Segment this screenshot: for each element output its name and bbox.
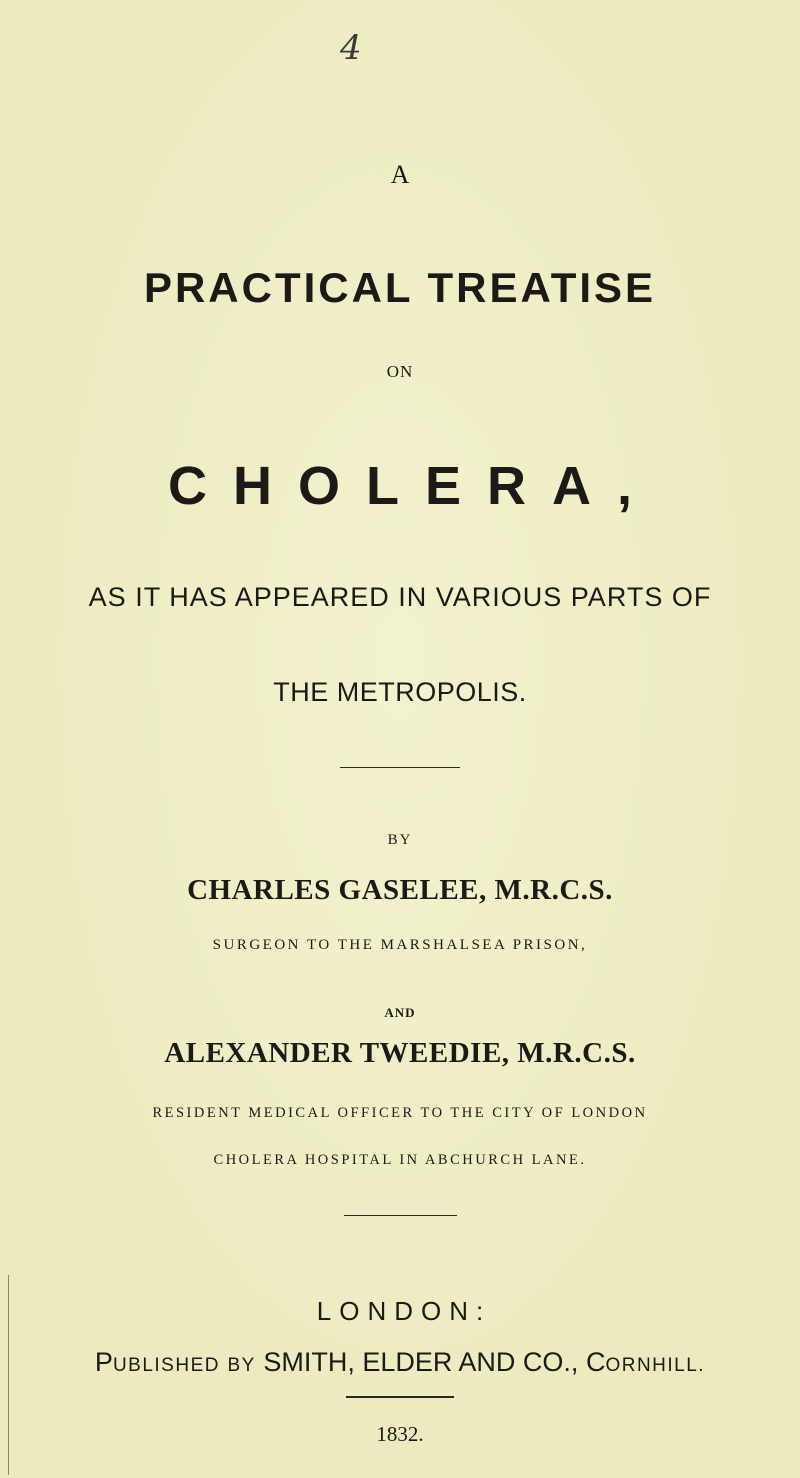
author-2-title-line-1: RESIDENT MEDICAL OFFICER TO THE CITY OF LONDON: [152, 1105, 648, 1121]
publisher-c-cap: C: [585, 1347, 606, 1377]
page-edge-shadow: [8, 1275, 9, 1475]
byline-and: AND: [384, 1005, 416, 1020]
imprint-publisher: [0, 1347, 800, 1378]
title-line-practical-treatise: PRACTICAL TREATISE: [143, 264, 657, 311]
handwritten-shelf-mark: 4: [340, 28, 362, 68]
author-2-name: ALEXANDER TWEEDIE, M.R.C.S.: [164, 1037, 636, 1069]
divider-rule-2: [344, 1215, 457, 1216]
publisher-p-rest: UBLISHED: [112, 1355, 220, 1376]
title-on: ON: [386, 362, 414, 381]
imprint-year: 1832.: [376, 1422, 424, 1446]
publisher-p-cap: P: [94, 1347, 113, 1377]
subtitle-line-2: THE METROPOLIS.: [273, 677, 527, 707]
imprint-place: LONDON:: [316, 1296, 492, 1326]
subtitle-line-1: AS IT HAS APPEARED IN VARIOUS PARTS OF: [88, 582, 712, 612]
publisher-name: SMITH, ELDER AND CO.,: [263, 1347, 579, 1377]
publisher-c-rest: ORNHILL.: [605, 1355, 706, 1376]
author-2-title-line-2: CHOLERA HOSPITAL IN ABCHURCH LANE.: [213, 1152, 587, 1168]
title-article: A: [390, 160, 410, 189]
divider-rule-1: [340, 767, 460, 768]
author-1-name: CHARLES GASELEE, M.R.C.S.: [187, 874, 613, 906]
author-1-title: SURGEON TO THE MARSHALSEA PRISON,: [212, 937, 588, 953]
publisher-by: BY: [227, 1355, 256, 1376]
title-main-cholera: CHOLERA,: [168, 456, 658, 516]
byline-by: BY: [387, 832, 413, 848]
divider-rule-3: [346, 1396, 454, 1398]
